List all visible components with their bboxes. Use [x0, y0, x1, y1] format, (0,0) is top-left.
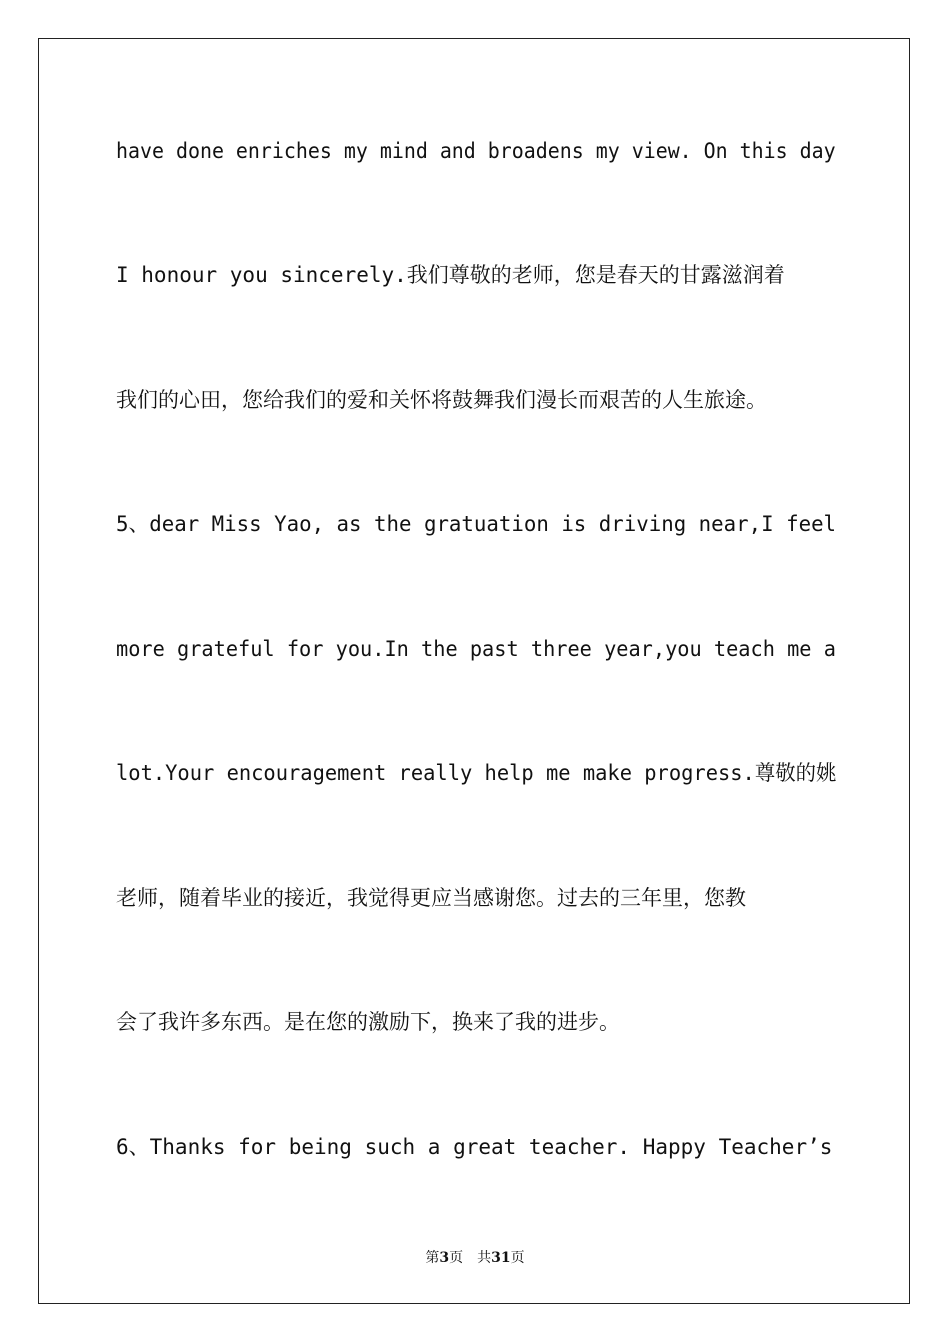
- body-line-1: have done enriches my mind and broadens my view. On this day: [116, 139, 836, 163]
- footer-total-pages: 31: [491, 1250, 511, 1266]
- body-line-8: 会了我许多东西。是在您的激励下，换来了我的进步。: [116, 1010, 620, 1034]
- footer-total-prefix: 共: [477, 1250, 492, 1266]
- footer-page-number: 3: [439, 1250, 450, 1266]
- body-line-3: 我们的心田，您给我们的爱和关怀将鼓舞我们漫长而艰苦的人生旅途。: [116, 388, 767, 412]
- body-line-9: 6、Thanks for being such a great teacher. Happy Teacher’s: [116, 1135, 833, 1159]
- body-line-2: I honour you sincerely.我们尊敬的老师，您是春天的甘露滋润着: [116, 263, 785, 287]
- body-line-6: lot.Your encouragement really help me make progress.尊敬的姚: [116, 761, 837, 785]
- footer-page-suffix: 页: [449, 1250, 464, 1266]
- footer-page-prefix: 第: [425, 1250, 440, 1266]
- page-footer: [0, 1247, 950, 1267]
- body-line-5: more grateful for you.In the past three year,you teach me a: [116, 637, 836, 661]
- footer-total-suffix: 页: [510, 1250, 525, 1266]
- body-line-4: 5、dear Miss Yao, as the gratuation is driving near,I feel: [116, 512, 837, 536]
- body-line-7: 老师，随着毕业的接近，我觉得更应当感谢您。过去的三年里，您教: [116, 886, 746, 910]
- page-border: [38, 38, 910, 1304]
